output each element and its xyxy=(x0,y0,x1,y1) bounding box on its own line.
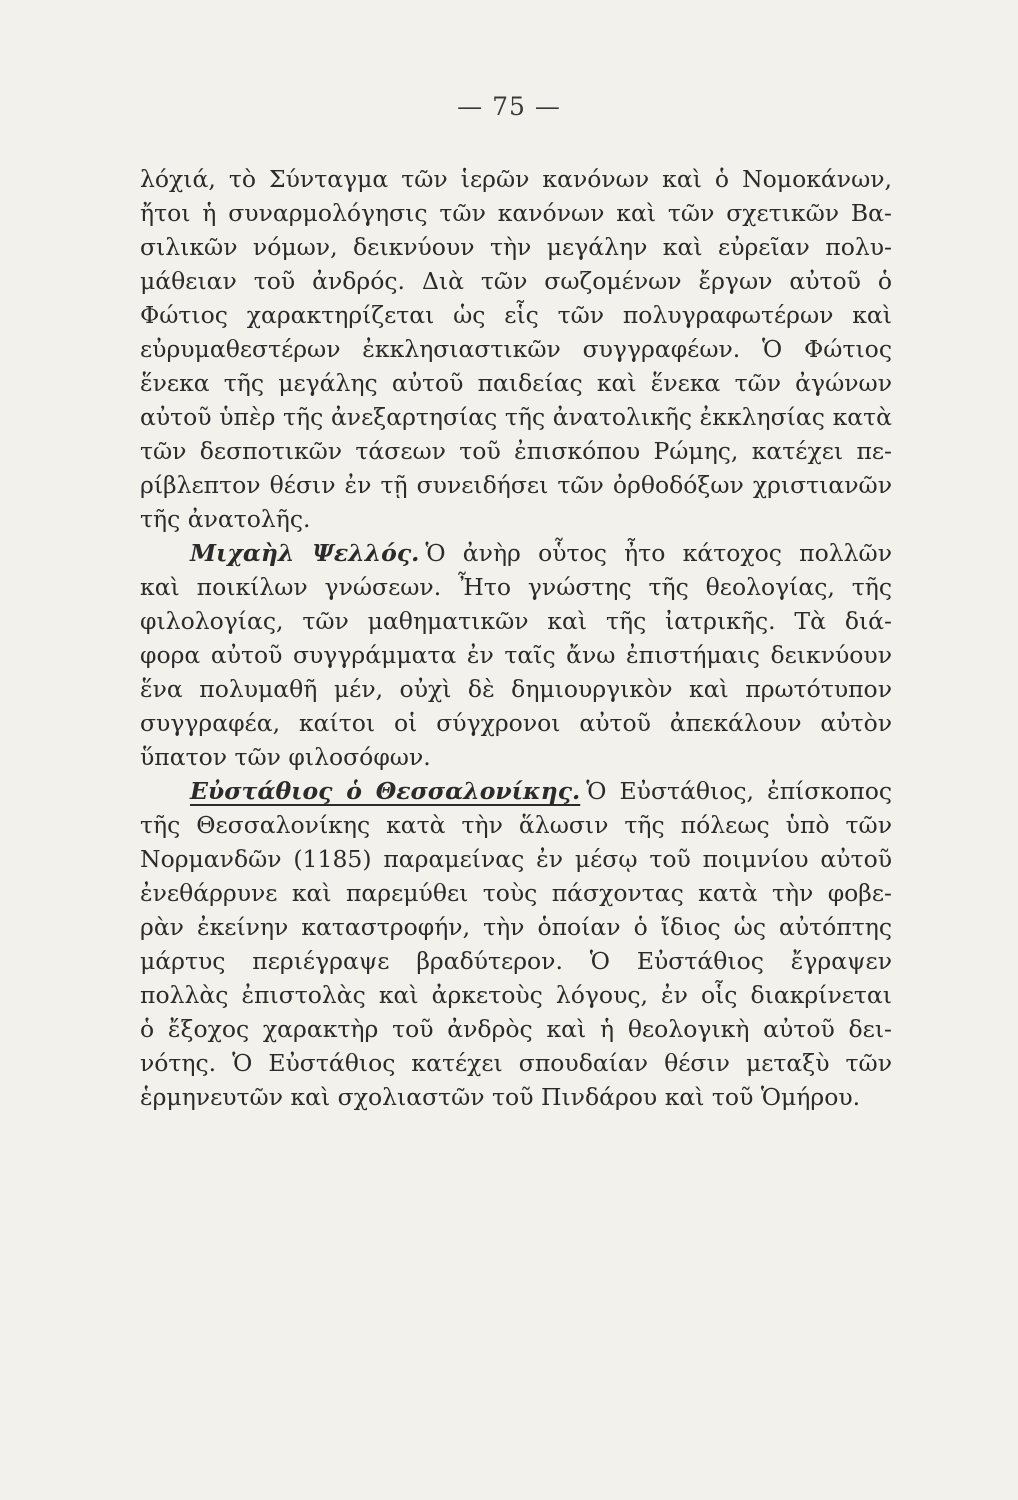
text-line: ἑρμηνευτῶν καὶ σχολιαστῶν τοῦ Πινδάρου καὶ τοῦ Ὁμήρου. xyxy=(140,1083,861,1111)
text-line: φορα αὐτοῦ συγγράμματα ἐν ταῖς ἄνω ἐπιστήμαις δεικνύουν xyxy=(140,641,892,669)
heading-line xyxy=(140,536,892,570)
text-line: μάρτυς περιέγραψε βραδύτερον. Ὁ Εὐστάθιος ἔγραψεν xyxy=(140,947,892,975)
section-heading-psellos: Μιχαὴλ Ψελλός. xyxy=(190,539,420,567)
text-run: Ὁ Εὐστάθιος, ἐπίσκοπος xyxy=(586,777,892,805)
paragraph-photios xyxy=(140,162,892,536)
paragraph-eustathios xyxy=(140,774,892,1114)
text-line: ὕπατον τῶν φιλοσόφων. xyxy=(140,743,431,771)
text-line: τῶν δεσποτικῶν τάσεων τοῦ ἐπισκόπου Ρώμης, κατέχει πε- xyxy=(140,437,892,465)
section-heading-eustathios: Εὐστάθιος ὁ Θεσσαλονίκης. xyxy=(190,777,581,805)
text-line: Νορμανδῶν (1185) παραμείνας ἐν μέσῳ τοῦ ποιμνίου αὐτοῦ xyxy=(140,845,892,873)
text-line: εὐρυμαθεστέρων ἐκκλησιαστικῶν συγγραφέων. Ὁ Φώτιος xyxy=(140,335,892,363)
paragraph-psellos xyxy=(140,536,892,774)
text-line: Φώτιος χαρακτηρίζεται ὡς εἷς τῶν πολυγραφωτέρων καὶ xyxy=(140,301,892,329)
text-line: αὐτοῦ ὑπὲρ τῆς ἀνεξαρτησίας τῆς ἀνατολικῆς ἐκκλησίας κατὰ xyxy=(140,403,892,431)
text-line: νότης. Ὁ Εὐστάθιος κατέχει σπουδαίαν θέσιν μεταξὺ τῶν xyxy=(140,1049,892,1077)
text-line: πολλὰς ἐπιστολὰς καὶ ἀρκετοὺς λόγους, ἐν οἷς διακρίνεται xyxy=(140,981,892,1009)
text-line: σιλικῶν νόμων, δεικνύουν τὴν μεγάλην καὶ εὐρεῖαν πολυ- xyxy=(140,233,892,261)
text-line: φιλολογίας, τῶν μαθηματικῶν καὶ τῆς ἰατρικῆς. Τὰ διά- xyxy=(140,607,892,635)
text-line: ἕνεκα τῆς μεγάλης αὐτοῦ παιδείας καὶ ἕνεκα τῶν ἀγώνων xyxy=(140,369,892,397)
page-number: — 75 — xyxy=(457,92,561,121)
text-line: ὁ ἔξοχος χαρακτὴρ τοῦ ἀνδρὸς καὶ ἡ θεολογικὴ αὐτοῦ δει- xyxy=(140,1015,892,1043)
text-line: ρίβλεπτον θέσιν ἐν τῇ συνειδήσει τῶν ὀρθοδόξων χριστιανῶν xyxy=(140,471,892,499)
text-line: καὶ ποικίλων γνώσεων. Ἦτο γνώστης τῆς θεολογίας, τῆς xyxy=(140,573,892,601)
text-run: Ὁ ἀνὴρ οὗτος ἦτο κάτοχος πολλῶν xyxy=(425,539,892,567)
text-body xyxy=(140,162,892,1114)
text-line: ἐνεθάρρυνε καὶ παρεμύθει τοὺς πάσχοντας κατὰ τὴν φοβε- xyxy=(140,879,892,907)
text-line: συγγραφέα, καίτοι οἱ σύγχρονοι αὐτοῦ ἀπεκάλουν αὐτὸν xyxy=(140,709,892,737)
text-line: ρὰν ἐκείνην καταστροφήν, τὴν ὁποίαν ὁ ἴδιος ὡς αὐτόπτης xyxy=(140,913,892,941)
text-line: ἕνα πολυμαθῆ μέν, οὐχὶ δὲ δημιουργικὸν καὶ πρωτότυπον xyxy=(140,675,892,703)
text-line: τῆς Θεσσαλονίκης κατὰ τὴν ἅλωσιν τῆς πόλεως ὑπὸ τῶν xyxy=(140,811,892,839)
text-line: λόχιά, τὸ Σύνταγμα τῶν ἱερῶν κανόνων καὶ ὁ Νομοκάνων, xyxy=(140,165,892,193)
text-line: μάθειαν τοῦ ἀνδρός. Διὰ τῶν σωζομένων ἔργων αὐτοῦ ὁ xyxy=(140,267,892,295)
heading-line xyxy=(140,774,892,808)
text-line: ἤτοι ἡ συναρμολόγησις τῶν κανόνων καὶ τῶν σχετικῶν Βα- xyxy=(140,199,892,227)
text-line: τῆς ἀνατολῆς. xyxy=(140,505,311,533)
